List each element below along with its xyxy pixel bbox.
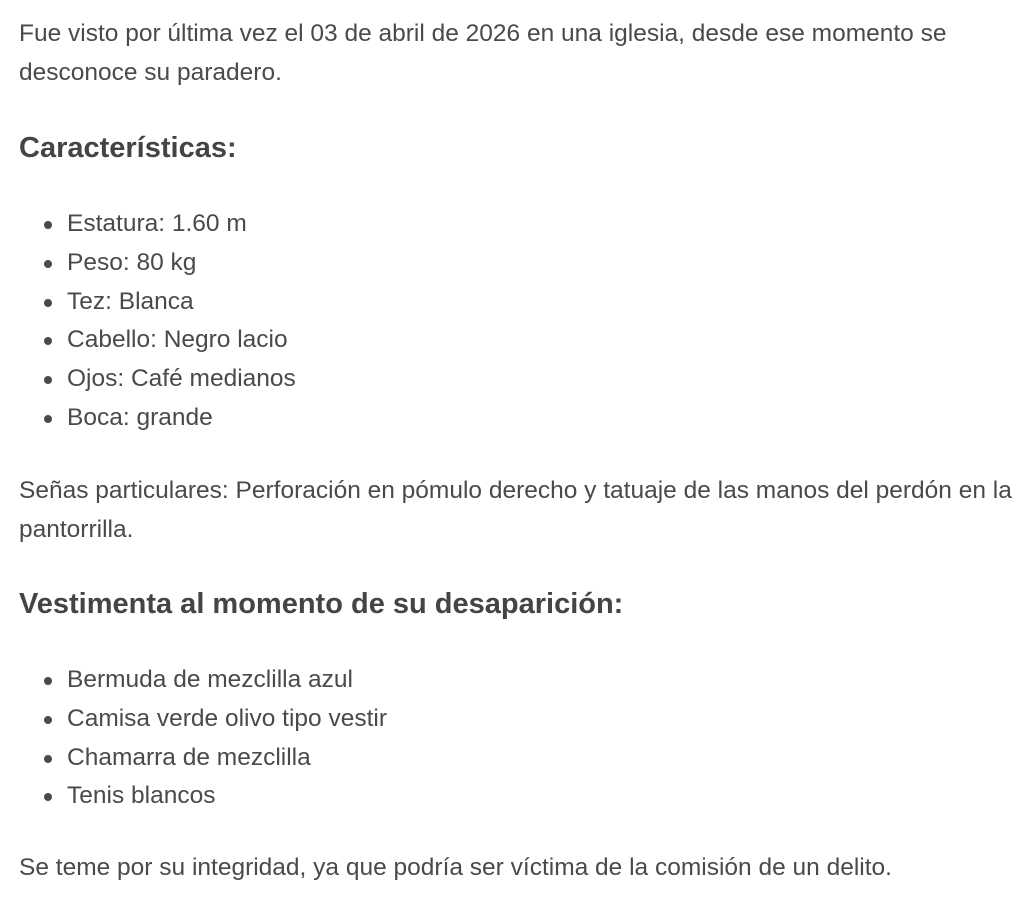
list-item: Ojos: Café medianos [19, 360, 296, 399]
list-item: Tez: Blanca [19, 283, 296, 322]
list-item: Tenis blancos [19, 777, 387, 816]
list-item: Chamarra de mezclilla [19, 739, 387, 778]
closing-paragraph: Se teme por su integridad, ya que podría ser víctima de la comisión de un delito. [19, 854, 892, 881]
vestimenta-heading: Vestimenta al momento de su desaparición: [19, 588, 624, 620]
list-item: Cabello: Negro lacio [19, 321, 296, 360]
senas-particulares-paragraph: Señas particulares: Perforación en pómulo derecho y tatuaje de las manos del perdón en la pantorrilla. [19, 477, 1012, 543]
list-item: Bermuda de mezclilla azul [19, 661, 387, 700]
caracteristicas-heading: Características: [19, 132, 237, 164]
caracteristicas-list [19, 205, 296, 438]
list-item: Estatura: 1.60 m [19, 205, 296, 244]
list-item: Boca: grande [19, 399, 296, 438]
vestimenta-list [19, 661, 387, 816]
intro-paragraph: Fue visto por última vez el 03 de abril de 2026 en una iglesia, desde ese momento se desconoce su paradero. [19, 20, 947, 86]
list-item: Peso: 80 kg [19, 244, 296, 283]
list-item: Camisa verde olivo tipo vestir [19, 700, 387, 739]
